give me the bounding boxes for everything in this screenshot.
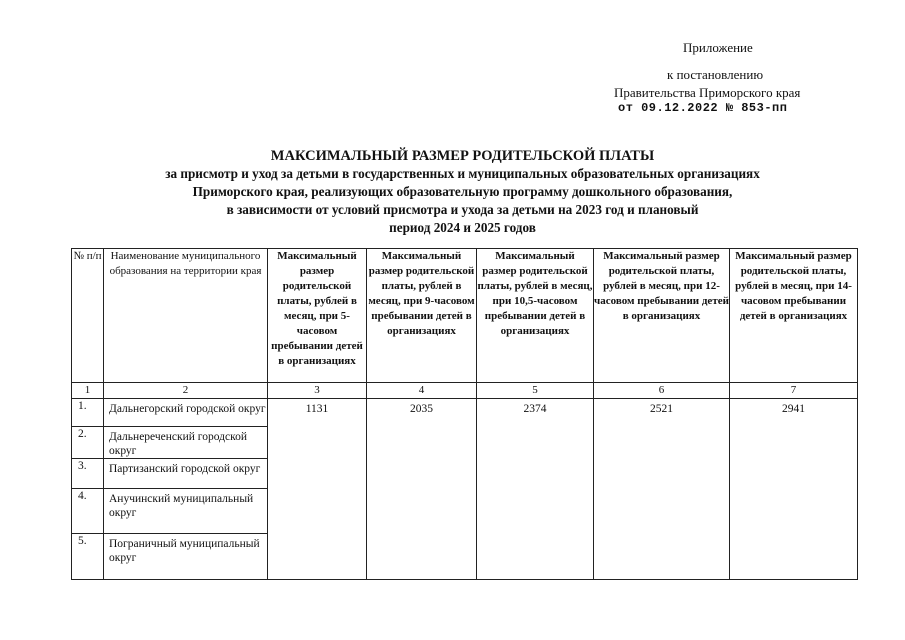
row-number: 4. — [72, 489, 104, 534]
appendix-line-1: Приложение — [683, 40, 753, 55]
column-index: 4 — [367, 383, 477, 399]
header-number: № п/п — [72, 249, 104, 383]
column-index: 3 — [268, 383, 367, 399]
title-line-3: Приморского края, реализующих образовательную программу дошкольного образования, — [192, 184, 733, 199]
row-number: 5. — [72, 534, 104, 580]
header-9-hour: Максимальный размер родительской платы, рублей в месяц, при 9-часовом пребывании детей в организациях — [367, 249, 477, 383]
fee-table — [71, 248, 858, 580]
municipality-name: Партизанский городской округ — [104, 459, 268, 489]
appendix-line-4: от 09.12.2022 № 853-пп — [618, 101, 788, 115]
header-5-hour: Максимальный размер родительской платы, рублей в месяц, при 5-часовом пребывании детей в организациях — [268, 249, 367, 383]
column-index: 7 — [730, 383, 858, 399]
header-12-hour: Максимальный размер родительской платы, рублей в месяц, при 12-часовом пребывании детей в организациях — [594, 249, 730, 383]
fee-9-hour: 2035 — [367, 399, 477, 580]
row-number: 1. — [72, 399, 104, 427]
appendix-line-2: к постановлению — [667, 67, 764, 82]
header-10-5-hour: Максимальный размер родительской платы, рублей в месяц, при 10,5-часовом пребывании детей в организациях — [477, 249, 594, 383]
column-index: 2 — [104, 383, 268, 399]
municipality-name: Дальнереченский городской округ — [104, 427, 268, 459]
column-index: 6 — [594, 383, 730, 399]
municipality-name: Дальнегорский городской округ — [104, 399, 268, 427]
municipality-name: Пограничный муниципальный округ — [104, 534, 268, 580]
column-index-row — [72, 383, 858, 399]
title-line-5: период 2024 и 2025 годов — [389, 220, 536, 235]
row-number: 2. — [72, 427, 104, 459]
header-14-hour: Максимальный размер родительской платы, рублей в месяц, при 14-часовом пребывании детей в организациях — [730, 249, 858, 383]
municipality-name: Анучинский муниципальный округ — [104, 489, 268, 534]
appendix-line-3: Правительства Приморского края — [614, 85, 801, 100]
fee-12-hour: 2521 — [594, 399, 730, 580]
fee-14-hour: 2941 — [730, 399, 858, 580]
column-index: 5 — [477, 383, 594, 399]
title-line-4: в зависимости от условий присмотра и ухода за детьми на 2023 год и плановый — [226, 202, 699, 217]
row-number: 3. — [72, 459, 104, 489]
title-line-2: за присмотр и уход за детьми в государственных и муниципальных образовательных организациях — [165, 166, 760, 181]
table-header-row — [72, 249, 858, 383]
header-municipality: Наименование муниципального образования на территории края — [104, 249, 268, 383]
fee-10-5-hour: 2374 — [477, 399, 594, 580]
column-index: 1 — [72, 383, 104, 399]
fee-5-hour: 1131 — [268, 399, 367, 580]
table-row — [72, 399, 858, 427]
title-line-1: МАКСИМАЛЬНЫЙ РАЗМЕР РОДИТЕЛЬСКОЙ ПЛАТЫ — [270, 148, 655, 164]
